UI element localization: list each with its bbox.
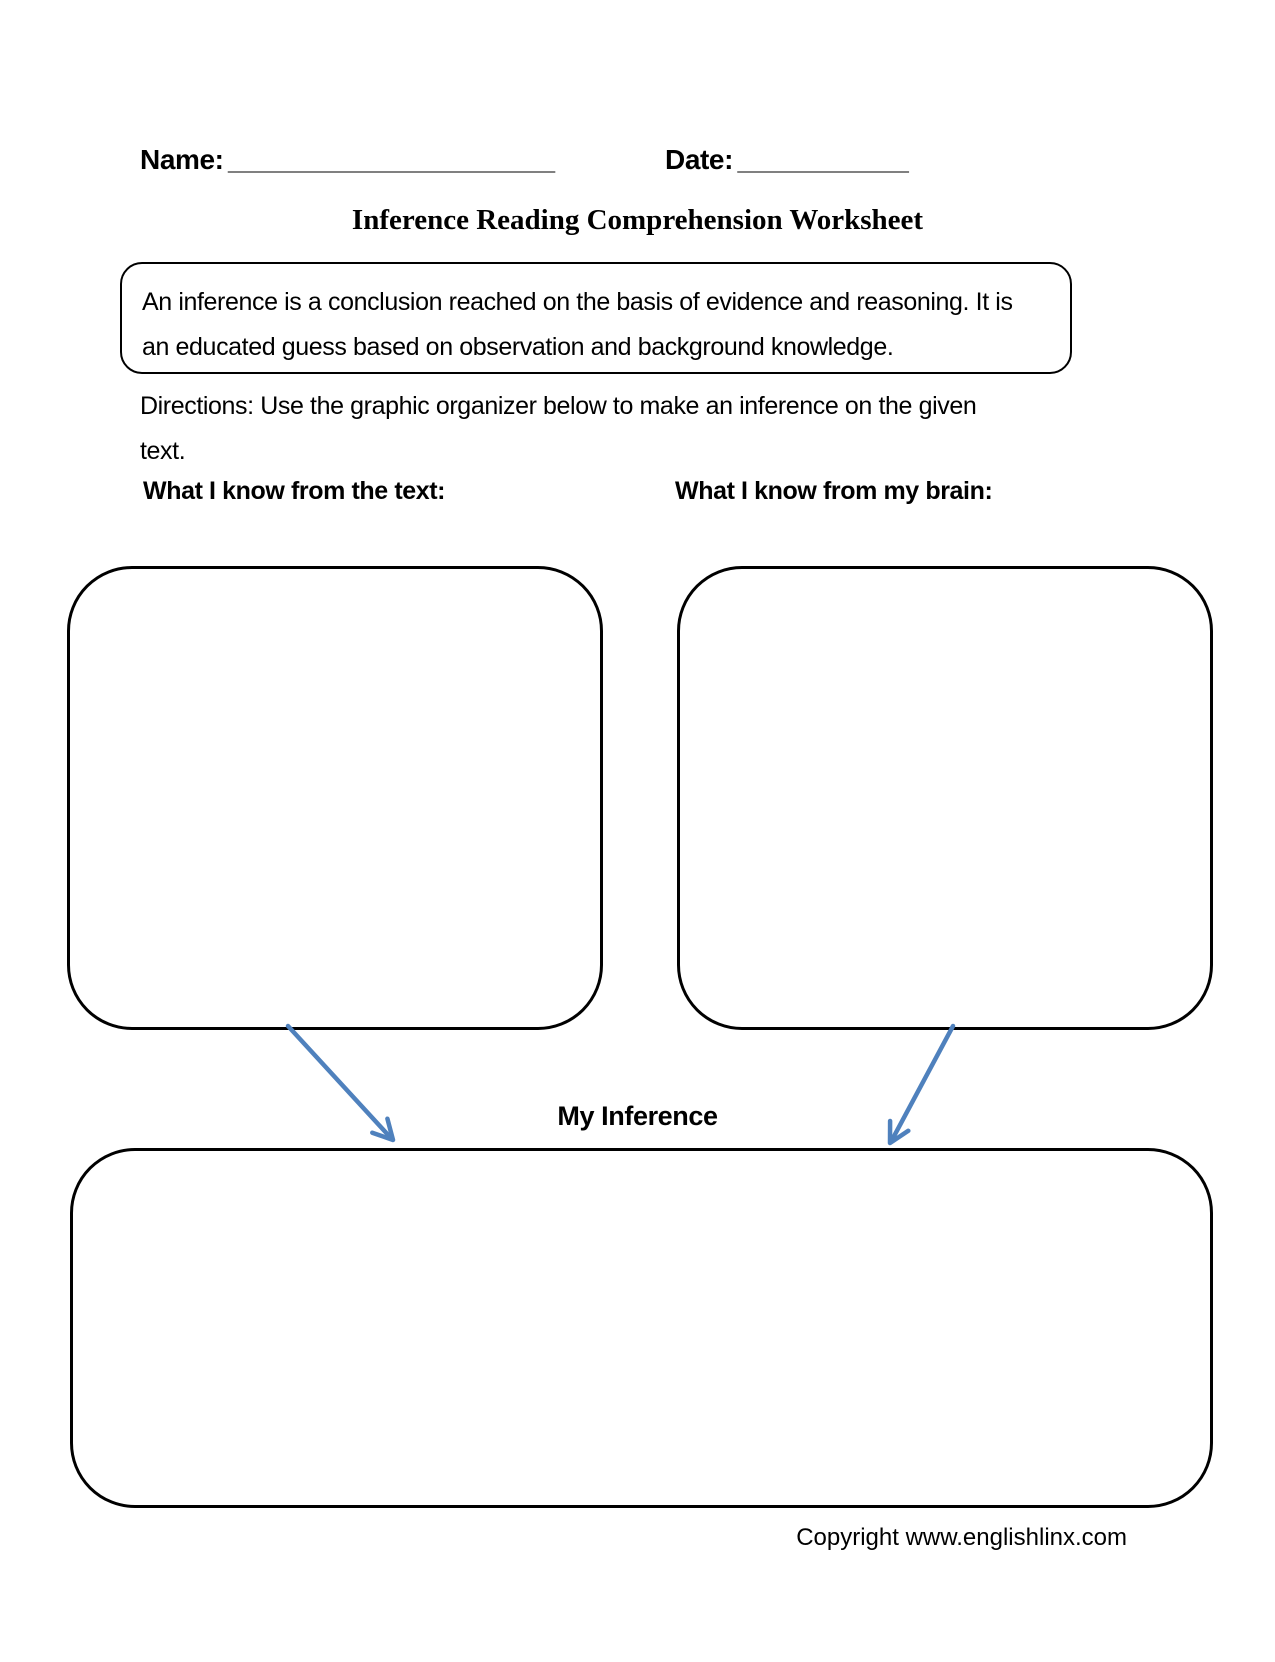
- definition-box: [120, 262, 1072, 374]
- header-row: [0, 144, 1275, 184]
- date-field: [665, 144, 909, 176]
- definition-line-1: An inference is a conclusion reached on the basis of evidence and reasoning. It is: [142, 288, 1013, 316]
- definition-line-2: an educated guess based on observation and background knowledge.: [142, 333, 894, 361]
- brain-knowledge-label: What I know from my brain:: [675, 477, 993, 505]
- text-knowledge-label: What I know from the text:: [143, 477, 446, 505]
- my-inference-label: My Inference: [557, 1101, 718, 1131]
- worksheet-title: Inference Reading Comprehension Worksheet: [351, 204, 924, 236]
- name-label: Name:: [140, 144, 224, 175]
- date-label: Date:: [665, 144, 734, 175]
- directions-line-1: Directions: Use the graphic organizer below to make an inference on the given: [140, 392, 977, 420]
- directions-text: [140, 384, 1080, 474]
- copyright-text: Copyright www.englishlinx.com: [796, 1524, 1127, 1551]
- directions-line-2: text.: [140, 437, 186, 465]
- my-inference-box: [70, 1148, 1213, 1508]
- name-field: [140, 144, 555, 176]
- brain-knowledge-box: [677, 566, 1213, 1030]
- date-blank-line: ___________: [737, 144, 909, 175]
- text-knowledge-box: [67, 566, 603, 1030]
- name-blank-line: _____________________: [228, 144, 556, 175]
